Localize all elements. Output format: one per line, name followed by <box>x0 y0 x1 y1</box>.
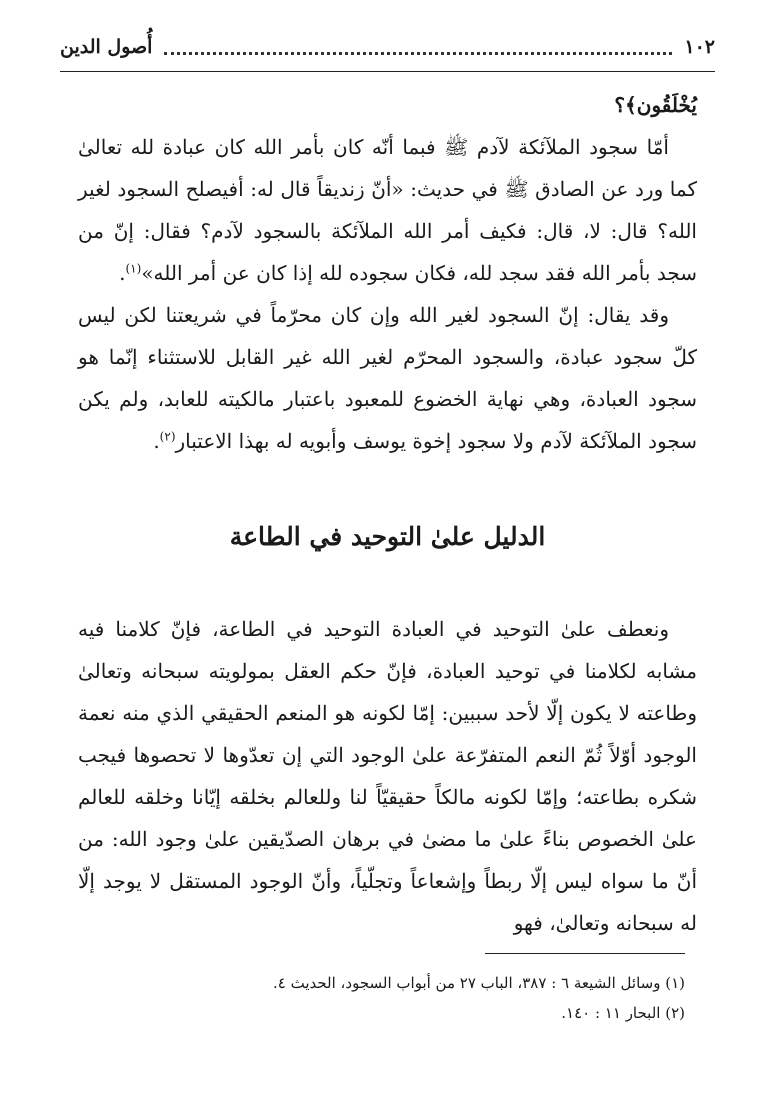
footnote-ref-2: (٢) <box>159 429 176 444</box>
book-title: أُصول الدين <box>60 36 153 58</box>
footnote-2: (٢) البحار ١١ : ١٤٠. <box>561 1004 685 1022</box>
verse-ending: يُخْلَقُون﴾؟ <box>614 93 697 117</box>
text-block-top <box>78 84 697 462</box>
footnote-ref-1: (١) <box>125 261 142 276</box>
header-leader-dots <box>164 52 672 55</box>
paragraph-obedience: ونعطف علىٰ التوحيد في العبادة التوحيد في الطاعة، فإنّ كلامنا فيه مشابه لكلامنا في توحيد العبادة، فإنّ حكم العقل بمولويته سبحانه وتعالىٰ وطاعته لا يكون إلّا لأحد سببين: إمّا لكونه هو المنعم الحقيقي الذي منه نعمة الوجود أوّلاً ثُمّ النعم المتفرّعة علىٰ الوجود التي إن تعدّوها لا تحصوها فيجب شكره بطاعته؛ وإمّا لكونه مالكاً حقيقيّاً لنا وللعالم بخلقه إيّانا وخلقه للعالم علىٰ الخصوص بناءً علىٰ ما مضىٰ في برهان الصدّيقين علىٰ وجود الله: من أنّ ما سواه ليس إلّا ربطاً وإشعاعاً وتجلّياً، وأنّ الوجود المستقل لا يوجد إلّا له سبحانه وتعالىٰ، فهو <box>78 617 697 935</box>
paragraph-prostration-angels: أمّا سجود الملآئكة لآدم ﷺ فبما أنّه كان بأمر الله كان عبادة لله تعالىٰ كما ورد عن الصادق ﷺ في حديث: «أنّ زنديقاً قال له: أفيصلح السجود لغير الله؟ قال: لا، قال: فكيف أمر الله الملآئكة بالسجود لآدم؟ فقال: إنّ من سجد بأمر الله فقد سجد لله، فكان سجوده لله إذا كان عن أمر الله»$^{(١)}$. <box>78 135 697 285</box>
footnote-1: (١) وسائل الشيعة ٦ : ٣٨٧، الباب ٢٧ من أبواب السجود، الحديث ٤. <box>272 974 685 992</box>
running-header <box>60 30 715 64</box>
header-rule <box>60 71 715 72</box>
text-block-bottom <box>78 608 697 944</box>
footnotes <box>90 968 685 1028</box>
footnote-rule <box>485 953 685 954</box>
section-title: الدليل علىٰ التوحيد في الطاعة <box>229 522 546 551</box>
page-number: ١٠٢ <box>684 36 715 58</box>
paragraph-prostration-worship: وقد يقال: إنّ السجود لغير الله وإن كان محرّماً في شريعتنا لكن ليس كلّ سجود عبادة، والسجود المحرّم لغير الله غير القابل للاستثناء إنّما هو سجود العبادة، وهي نهاية الخضوع للمعبود باعتبار مالكيته للعابد، ولم يكن سجود الملآئكة لآدم ولا سجود إخوة يوسف وأبويه له بهذا الاعتبار$^{(٢)}$. <box>78 303 697 453</box>
